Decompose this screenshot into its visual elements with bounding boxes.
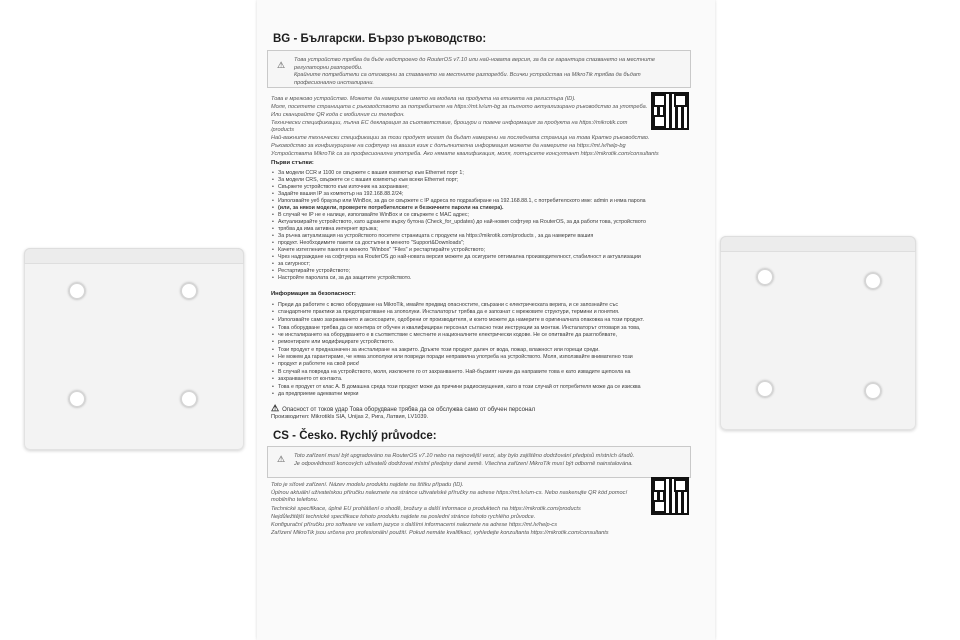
bg-safety-item: • Не можем да гарантираме, че няма злополуки или повреди поради неправилна употреба на устройството. Моля, използвайте внимателно този <box>278 354 633 361</box>
cs-intro-line: Nejdůležitější technické specifikace tohoto produktu najdete na poslední stránce tohoto rychlého průvodce. <box>271 514 536 520</box>
bg-safety-item-cont: • продукт и работете на свой риск! <box>278 361 359 368</box>
bg-intro-line: Технически спецификации, пълна ЕС декларация за съответствие, брошури и повече информация за продукта на https://mikrotik.com <box>271 120 628 126</box>
bg-step-item: • Използвайте уеб браузър или WinBox, за да се свържете с IP адреса по подразбиране на 192.168.88.1, с потребителското име: admin и няма парола <box>278 198 646 205</box>
bg-intro-line: Моля, посетете страницата с ръководството за потребителя на https://mt.lv/um-bg за пълното актуализирано ръководство за употреба. <box>271 104 648 110</box>
left-bracket-flange <box>24 248 244 264</box>
cs-intro-line: Technické specifikace, úplné EU prohlášení o shodě, brožury a další informace o produktech na https://mikrotik.com/products <box>271 506 581 512</box>
warning-icon: ⚠ <box>277 60 286 70</box>
cs-intro-line: Zařízení MikroTik jsou určena pro profesionální použití. Pokud nemáte kvalifikaci, vyhledejte konzultanta https://mikrotik.com/consultants <box>271 530 609 536</box>
cs-notice-line: Toto zařízení musí být upgradováno na RouterOS v7.10 nebo na nejnovější verzi, aby bylo zajištěno dodržování předpisů místních úřadů. <box>294 453 635 459</box>
bg-intro-line: Това е мрежово устройство. Можете да намерите името на модела на продукта на етикета на регистъра (ID). <box>271 96 576 102</box>
bg-safety-item-cont: • че инсталирането на оборудването е в съответствие с местните и националните електрически кодове. Не се опитвайте да разглобявате, <box>278 332 617 339</box>
bg-step-item-cont: • трябва да има активна интернет връзка; <box>278 226 378 233</box>
bg-shock-warning-text: Опасност от токов удар Това оборудване трябва да се обслужва само от обучен персонал <box>282 407 536 413</box>
bg-step-item-cont: • (или, за някои модели, проверете потребителските и безжичните пароли на стикера). <box>278 205 504 212</box>
left-bracket-hole <box>68 390 86 408</box>
bg-notice-box <box>267 50 691 88</box>
bg-safety-item: • Използвайте само захранването и аксесоарите, одобрени от производителя, и които можете да намерите в оригиналната опаковка на този продукт. <box>278 317 644 324</box>
bg-step-item: • За модели CCR и 1100 се свържете с вашия компютър към Ethernet порт 1; <box>278 170 464 177</box>
bg-safety-item: • Това оборудване трябва да се монтира от обучен и квалифициран персонал съгласно тези инструкции за монтаж. Инсталаторът отговаря за това, <box>278 325 640 332</box>
bg-step-item: • За модели CRS, свържете се с вашия компютър към всеки Ethernet порт; <box>278 177 458 184</box>
quick-guide-sheet <box>257 0 715 640</box>
bg-intro-line: Най-важните технически спецификации за този продукт могат да бъдат намерени на последната страница на това Кратко ръководство. <box>271 135 650 141</box>
right-bracket-hole <box>864 272 882 290</box>
bg-step-item: • За ръчна актуализация на устройството посетете страницата с продукти на https://mikrotik.com/products , за да намерите вашия <box>278 233 593 240</box>
bg-step-item: • Чрез надграждане на софтуера на RouterOS до най-новата версия можете да осигурите оптимална производителност, стабилност и актуализации <box>278 254 641 261</box>
bg-step-item: • Свържете устройството към източник на захранване; <box>278 184 409 191</box>
bg-step-item: • Рестартирайте устройството; <box>278 268 350 275</box>
bg-intro-line: Ръководство за конфигуриране на софтуер на вашия език с допълнителна информация можете да намерите на https://mt.lv/help-bg <box>271 143 626 149</box>
bg-section-title: BG - Български. Бързо ръководство: <box>273 33 487 45</box>
warning-icon: ⚠ <box>277 454 286 464</box>
qr-code-icon <box>651 92 689 130</box>
warning-icon: ⚠ <box>271 403 280 413</box>
bg-step-item-cont: • за сигурност; <box>278 261 310 268</box>
bg-safety-item-cont: • захранването от контакта. <box>278 376 342 383</box>
qr-code-icon <box>651 477 689 515</box>
bg-step-item: • В случай че IP не е налице, използвайте WinBox и се свържете с MAC адрес; <box>278 212 469 219</box>
right-bracket-hole <box>756 380 774 398</box>
bg-step-item-cont: • продукт. Необходимите пакети са достъпни в менюто "Support&Downloads"; <box>278 240 464 247</box>
left-mounting-bracket <box>24 248 244 450</box>
bg-first-steps-title: Първи стъпки: <box>271 160 314 166</box>
bg-safety-item: • Този продукт е предназначен за инсталиране на закрито. Дръжте този продукт далеч от вода, пожар, влажност или горещи среди. <box>278 347 600 354</box>
bg-safety-item: • Това е продукт от клас А. В домашна среда този продукт може да причини радиосмущения, като в този случай от потребителя може да се изисква <box>278 384 641 391</box>
cs-intro-line: Úplnou aktuální uživatelskou příručku naleznete na stránce uživatelské příručky na adrese https://mt.lv/um-cs. Nebo naskenujte QR kód pomocí <box>271 490 628 496</box>
bg-manufacturer: Производител: Mikrotikls SIA, Unijas 2, Рига, Латвия, LV1039. <box>271 414 429 420</box>
bg-safety-item-cont: • стандартните практики за предотвратяване на злополуки. Инсталаторът трябва да е запознат с мрежовите структури, термини и понятия. <box>278 309 619 316</box>
bg-notice-line: Крайните потребители са отговорни за спазването на местните разпоредби. Всички устройства на MikroTik трябва да бъдат професионално инсталирани. <box>294 72 641 86</box>
right-mounting-bracket <box>720 236 916 430</box>
bg-intro-line: Или сканирайте QR кода с мобилния си телефон. <box>271 112 405 118</box>
cs-intro-line: Toto je síťové zařízení. Název modelu produktu najdete na štítku případu (ID). <box>271 482 464 488</box>
bg-step-item: • Актуализирайте устройството, като щракнете върху бутона (Check_for_updates) до най-новия софтуер на RouterOS, за да работи това, устройството <box>278 219 646 226</box>
bg-step-item: • Настройте паролата си, за да защитите устройството. <box>278 275 412 282</box>
bg-step-item: • Качете изтеглените пакети в менюто "Winbox" "Files" и рестартирайте устройството; <box>278 247 485 254</box>
bg-safety-item-cont: • да предприеме адекватни мерки <box>278 391 359 398</box>
left-bracket-hole <box>180 282 198 300</box>
bg-shock-warning <box>271 403 535 414</box>
bg-safety-item: • Преди да работите с всяко оборудване на MikroTik, имайте предвид опасностите, свързани с електрическата верига, и се запознайте със <box>278 302 618 309</box>
cs-intro-line: Konfigurační příručku pro software ve vašem jazyce s dalšími informacemi naleznete na adrese https://mt.lv/help-cs <box>271 522 558 528</box>
bg-step-item: • Задайте вашия IP за компютър на 192.168.88.2/24; <box>278 191 403 198</box>
left-bracket-hole <box>68 282 86 300</box>
left-bracket-hole <box>180 390 198 408</box>
bg-intro-line: /products <box>271 127 295 133</box>
cs-notice-box <box>267 446 691 478</box>
bg-notice-line: Това устройство трябва да бъде надстроено до RouterOS v7.10 или най-новата версия, за да се гарантира спазването на местните регулаторни разпоредби. <box>294 57 655 71</box>
right-bracket-hole <box>756 268 774 286</box>
bg-safety-item: • В случай на повреда на устройството, моля, изключете го от захранването. Най-бързият начин да направите това е като извадите щепсела на <box>278 369 630 376</box>
right-bracket-flange <box>720 236 916 252</box>
cs-section-title: CS - Česko. Rychlý průvodce: <box>273 430 437 442</box>
cs-intro-line: mobilního telefonu. <box>271 497 319 503</box>
cs-notice-line: Je odpovědností koncových uživatelů dodržovat místní předpisy dané země. Všechna zařízení MikroTik musí být odborně nainstalována. <box>294 460 633 467</box>
bg-intro-line: Устройствата MikroTik са за професионална употреба. Ако нямате квалификация, моля, потърсете консултант https://mikrotik.com/consultants <box>271 151 659 157</box>
right-bracket-hole <box>864 382 882 400</box>
bg-safety-title: Информация за безопасност: <box>271 291 356 297</box>
bg-safety-item-cont: • ремонтирате или модифицирате устройството. <box>278 339 394 346</box>
